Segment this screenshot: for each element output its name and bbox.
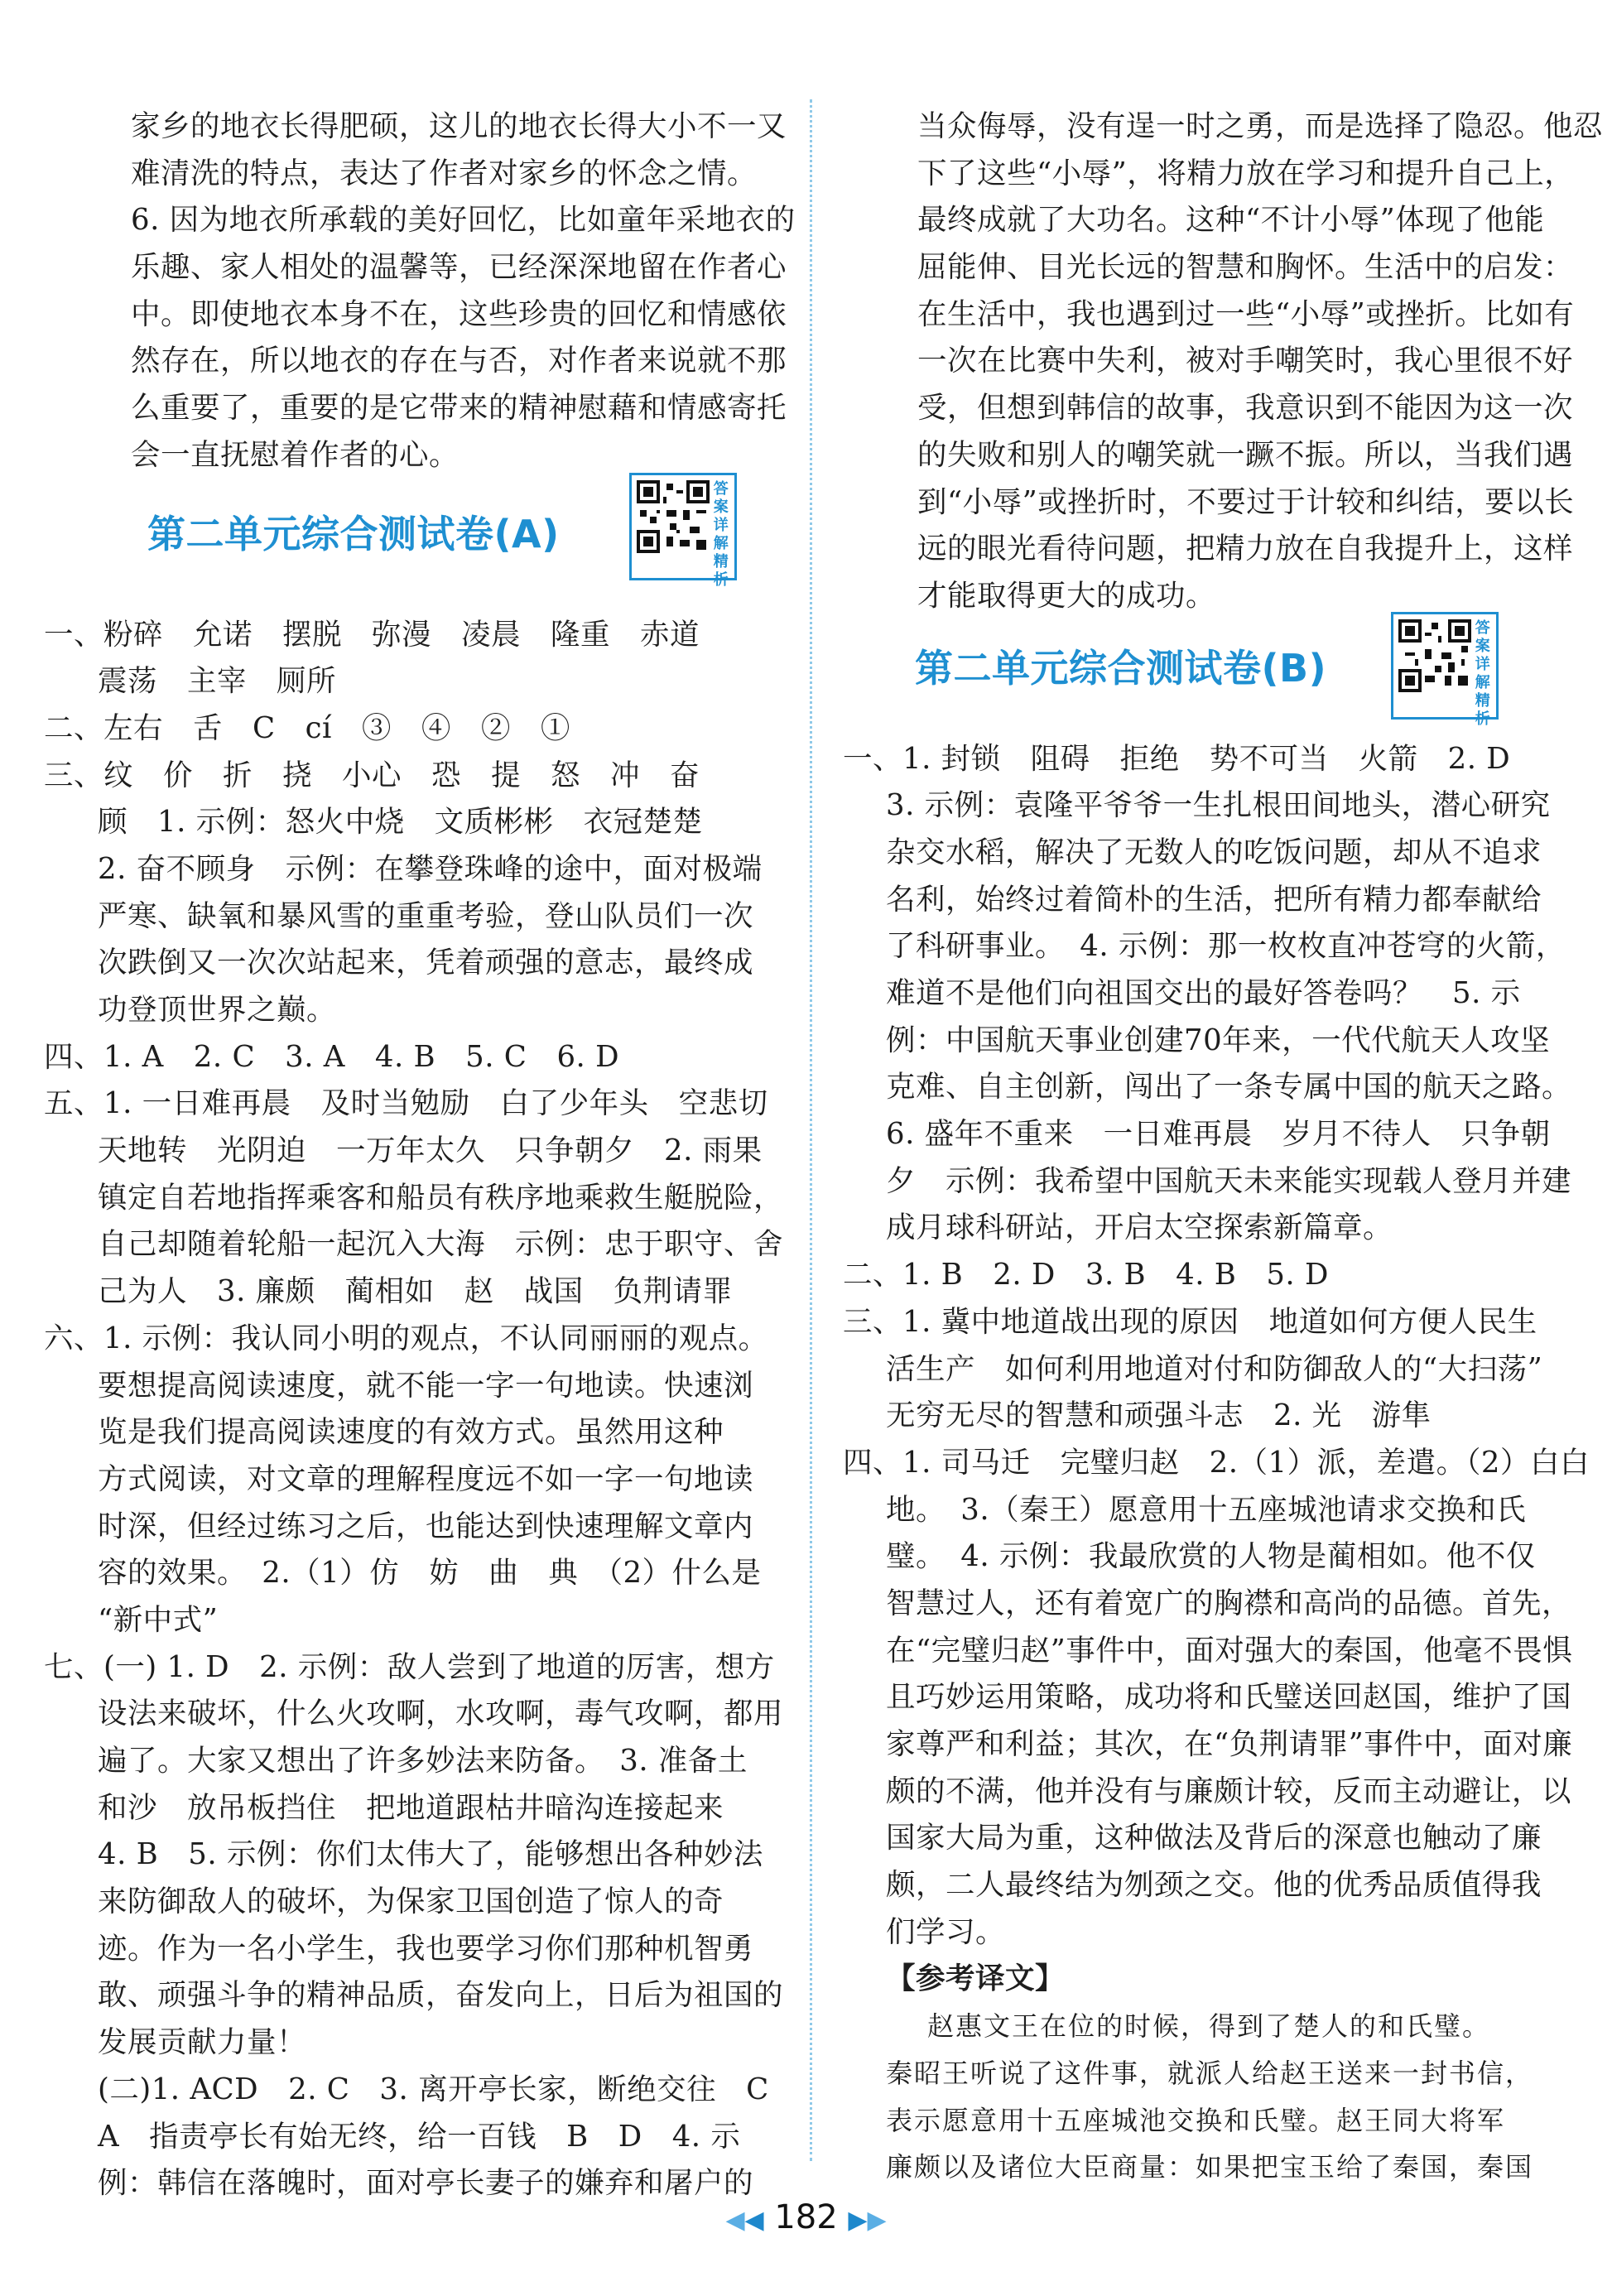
text-line: 家乡的地衣长得肥硕，这儿的地衣长得大小不一又 <box>131 109 787 143</box>
answer-line: 国家大局为重，这种做法及背后的深意也触动了廉 <box>886 1821 1542 1856</box>
section-title: 第二单元综合测试卷(B) <box>915 645 1327 691</box>
answer-line: 功登顶世界之巅。 <box>98 993 337 1027</box>
triangle-left-icon: ◀ <box>744 2206 764 2235</box>
answer-line: 6. 盛年不重来 一日难再晨 岁月不待人 只争朝 <box>886 1117 1551 1152</box>
answer-line: 智慧过人，还有着宽广的胸襟和高尚的品德。首先， <box>886 1586 1572 1620</box>
answer-line: 七、(一) 1. D 2. 示例：敌人尝到了地道的厉害，想方 <box>44 1649 775 1684</box>
text-line: 远的眼光看待问题，把精力放在自我提升上，这样 <box>917 532 1574 566</box>
text-line: 乐趣、家人相处的温馨等，已经深深地留在作者心 <box>131 250 787 285</box>
translation-line: 廉颇以及诸位大臣商量：如果把宝玉给了秦国，秦国 <box>886 2151 1534 2183</box>
answer-line: 自己却随着轮船一起沉入大海 示例：忠于职守、舍 <box>98 1227 784 1262</box>
answer-line: 2. 奋不顾身 示例：在攀登珠峰的途中，面对极端 <box>98 851 763 886</box>
text-line: 在生活中，我也遇到过一些“小辱”或挫折。比如有 <box>917 296 1575 331</box>
qr-code[interactable] <box>1391 612 1499 728</box>
translation-line: 赵惠文王在位的时候，得到了楚人的和氏璧。 <box>927 2010 1491 2043</box>
answer-line: 一、粉碎 允诺 摆脱 弥漫 凌晨 隆重 赤道 <box>44 617 700 652</box>
answer-line: 名利，始终过着简朴的生活，把所有精力都奉献给 <box>886 882 1542 917</box>
answer-line: 五、1. 一日难再晨 及时当勉励 白了少年头 空悲切 <box>44 1086 768 1121</box>
answer-line: 震荡 主宰 厕所 <box>98 664 337 699</box>
qr-label: 答案详解精析 <box>713 479 729 589</box>
triangle-right-icon: ▶ <box>848 2206 868 2235</box>
answer-line: “新中式” <box>98 1602 219 1637</box>
section-header-b <box>861 620 1550 736</box>
answer-line: A 指责亭长有始无终，给一百钱 B D 4. 示 <box>98 2119 741 2154</box>
translation-line: 表示愿意用十五座城池交换和氏璧。赵王同大将军 <box>886 2104 1506 2136</box>
answer-line: 夕 示例：我希望中国航天未来能实现载人登月并建 <box>886 1163 1572 1198</box>
answer-line: 容的效果。 2.（1）仿 妨 曲 典 （2）什么是 <box>98 1556 762 1591</box>
answer-line: 颇的不满，他并没有与廉颇计较，反而主动避让，以 <box>886 1774 1572 1808</box>
column-divider <box>810 99 812 2161</box>
text-line: 最终成就了大功名。这种“不计小辱”体现了他能 <box>917 203 1545 238</box>
answer-line: 遍了。大家又想出了许多妙法来防备。 3. 准备土 <box>98 1744 748 1778</box>
answer-line: 一、1. 封锁 阻碍 拒绝 势不可当 火箭 2. D <box>843 741 1511 776</box>
triangle-right-icon: ▶ <box>867 2206 887 2235</box>
triangle-left-icon: ◀ <box>725 2206 745 2235</box>
text-line: 6. 因为地衣所承载的美好回忆，比如童年采地衣的 <box>131 203 796 238</box>
text-line: 受，但想到韩信的故事，我意识到不能因为这一次 <box>917 391 1574 426</box>
answer-line: 们学习。 <box>886 1914 1006 1949</box>
text-line: 的失败和别人的嘲笑就一蹶不振。所以，当我们遇 <box>917 437 1574 472</box>
answer-line: 三、1. 冀中地道战出现的原因 地道如何方便人民生 <box>843 1304 1537 1339</box>
answer-line: 设法来破坏，什么火攻啊，水攻啊，毒气攻啊，都用 <box>98 1697 784 1731</box>
answer-line: 来防御敌人的破坏，为保家卫国创造了惊人的奇 <box>98 1884 724 1919</box>
answer-line: 方式阅读，对文章的理解程度远不如一字一句地读 <box>98 1461 754 1496</box>
answer-line: 镇定自若地指挥乘客和船员有秩序地乘救生艇脱险， <box>98 1180 784 1215</box>
answer-line: 览是我们提高阅读速度的有效方式。虽然用这种 <box>98 1415 724 1450</box>
answer-line: 家尊严和利益；其次，在“负荆请罪”事件中，面对廉 <box>886 1727 1573 1761</box>
text-line: 下了这些“小辱”，将精力放在学习和提升自己上， <box>917 156 1575 190</box>
answer-line: 在“完璧归赵”事件中，面对强大的秦国，他毫不畏惧 <box>886 1633 1573 1668</box>
answer-line: 二、1. B 2. D 3. B 4. B 5. D <box>843 1258 1329 1292</box>
page-number: 182 <box>774 2198 838 2236</box>
answer-line: 迹。作为一名小学生，我也要学习你们那种机智勇 <box>98 1931 754 1966</box>
text-line: 到“小辱”或挫折时，不要过于计较和纠结，要以长 <box>917 484 1575 519</box>
text-line: 难清洗的特点，表达了作者对家乡的怀念之情。 <box>131 156 758 190</box>
section-title: 第二单元综合测试卷(A) <box>147 511 560 556</box>
answer-line: 克难、自主创新，闯出了一条专属中国的航天之路。 <box>886 1070 1572 1105</box>
answer-line: 六、1. 示例：我认同小明的观点，不认同丽丽的观点。 <box>44 1321 768 1355</box>
right-column <box>843 103 1604 2191</box>
left-column <box>44 103 796 2207</box>
answer-line: 要想提高阅读速度，就不能一字一句地读。快速浏 <box>98 1368 754 1403</box>
qr-label: 答案详解精析 <box>1475 619 1491 728</box>
text-line: 才能取得更大的成功。 <box>917 578 1216 613</box>
answer-line: 杂交水稻，解决了无数人的吃饭问题，却从不追求 <box>886 835 1542 869</box>
text-line: 一次在比赛中失利，被对手嘲笑时，我心里很不好 <box>917 344 1574 378</box>
answer-line: 4. B 5. 示例：你们太伟大了，能够想出各种妙法 <box>98 1837 763 1872</box>
answer-line: 无穷无尽的智慧和顽强斗志 2. 光 游隼 <box>886 1398 1432 1433</box>
answer-line: 三、纹 价 折 挠 小心 恐 提 怒 冲 奋 <box>44 758 700 792</box>
answer-line: 璧。 4. 示例：我最欣赏的人物是蔺相如。他不仅 <box>886 1539 1536 1574</box>
answer-line: 发展贡献力量！ <box>98 2025 307 2060</box>
qr-code[interactable] <box>629 473 737 589</box>
answer-line: 四、1. A 2. C 3. A 4. B 5. C 6. D <box>44 1039 620 1074</box>
text-line: 屈能伸、目光长远的智慧和胸怀。生活中的启发： <box>917 250 1574 285</box>
text-line: 么重要了，重要的是它带来的精神慰藉和情感寄托 <box>131 391 787 426</box>
answer-line: 了科研事业。 4. 示例：那一枚枚直冲苍穹的火箭， <box>886 929 1566 964</box>
qr-code-icon <box>1398 619 1471 692</box>
text-line: 会一直抚慰着作者的心。 <box>131 437 460 472</box>
section-header-a <box>73 479 793 612</box>
answer-line: 3. 示例：袁隆平爷爷一生扎根田间地头，潜心研究 <box>886 788 1551 823</box>
reference-heading: 【参考译文】 <box>886 1961 1066 1996</box>
answer-line: (二)1. ACD 2. C 3. 离开亭长家，断绝交往 C <box>98 2072 769 2106</box>
answer-line: 和沙 放吊板挡住 把地道跟枯井暗沟连接起来 <box>98 1790 724 1825</box>
answer-line: 严寒、缺氧和暴风雪的重重考验，登山队员们一次 <box>98 898 754 933</box>
text-line: 然存在，所以地衣的存在与否，对作者来说就不那 <box>131 344 787 378</box>
answer-line: 地。 3.（秦王）愿意用十五座城池请求交换和氏 <box>886 1492 1527 1527</box>
text-line: 中。即使地衣本身不在，这些珍贵的回忆和情感依 <box>131 296 787 331</box>
answer-line: 次跌倒又一次次站起来，凭着顽强的意志，最终成 <box>98 946 754 980</box>
answer-line: 活生产 如何利用地道对付和防御敌人的“大扫荡” <box>886 1351 1543 1386</box>
answer-line: 颇，二人最终结为刎颈之交。他的优秀品质值得我 <box>886 1868 1542 1903</box>
answer-line: 顾 1. 示例：怒火中烧 文质彬彬 衣冠楚楚 <box>98 805 703 840</box>
qr-code-icon <box>637 480 710 553</box>
answer-line: 成月球科研站，开启太空探索新篇章。 <box>886 1211 1393 1245</box>
answer-line: 难道不是他们向祖国交出的最好答卷吗？ 5. 示 <box>886 976 1521 1010</box>
answer-line: 四、1. 司马迁 完璧归赵 2.（1）派，差遣。（2）白白 <box>843 1445 1590 1480</box>
answer-line: 敢、顽强斗争的精神品质，奋发向上，日后为祖国的 <box>98 1978 784 2013</box>
answer-line: 例：中国航天事业创建70年来，一代代航天人攻坚 <box>886 1023 1551 1057</box>
answer-line: 二、左右 舌 C cí ③ ④ ② ① <box>44 710 570 745</box>
text-line: 当众侮辱，没有逞一时之勇，而是选择了隐忍。他忍 <box>917 109 1604 143</box>
answer-line: 天地转 光阴迫 一万年太久 只争朝夕 2. 雨果 <box>98 1134 763 1168</box>
answer-line: 例：韩信在落魄时，面对亭长妻子的嫌弃和屠户的 <box>98 2166 754 2201</box>
answer-line: 且巧妙运用策略，成功将和氏璧送回赵国，维护了国 <box>886 1680 1572 1715</box>
page-footer <box>0 2198 1612 2236</box>
translation-line: 秦昭王听说了这件事，就派人给赵王送来一封书信， <box>886 2057 1534 2089</box>
answer-line: 己为人 3. 廉颇 蔺相如 赵 战国 负荆请罪 <box>98 1274 733 1309</box>
answer-line: 时深，但经过练习之后，也能达到快速理解文章内 <box>98 1509 754 1543</box>
